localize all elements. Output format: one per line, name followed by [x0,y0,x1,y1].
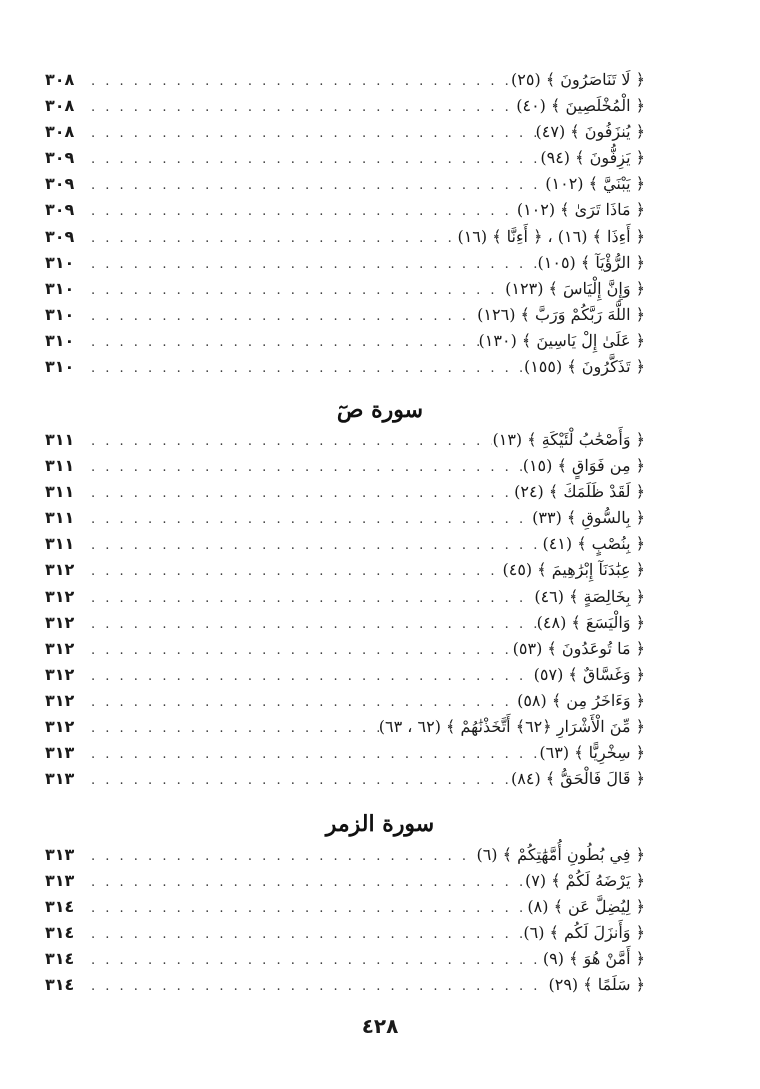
leader-dots [87,922,523,948]
index-entry: ﴿ أَءِذَا ﴾ (١٦) ، ﴿ أَءِنَّا ﴾ (١٦) [457,226,645,246]
index-entry: ﴿ لَقَدْ ظَلَمَكَ ﴾ (٢٤) [514,482,645,502]
index-entry: ﴿ وَإِنَّ إِلْيَاسَ ﴾ (١٢٣) [505,278,645,298]
leader-dots [87,330,479,356]
page-reference: ٣١١ [45,430,75,449]
page-reference: ٣٠٩ [45,226,75,246]
index-row [45,145,645,171]
leader-dots [87,69,511,95]
leader-dots [87,226,457,252]
leader-dots [87,95,516,121]
index-row [45,610,645,636]
leader-dots [87,356,524,382]
index-entry: ﴿ الرُّؤْيَآ ﴾ (١٠٥) [537,252,645,272]
index-entry: ﴿ لَا تَنَاصَرُونَ ﴾ (٢٥) [511,70,645,89]
page-number: ٤٢٨ [361,1014,399,1038]
surah-heading: سورة صٓ [336,397,424,423]
index-row [45,354,645,380]
index-row [45,328,645,354]
page-reference: ٣١٢ [45,664,75,684]
index-entry: ﴿ بِنُصْبٍ ﴾ (٤١) [542,534,645,554]
page-reference: ٣٠٨ [45,96,75,116]
index-row [45,868,645,894]
index-entry: ﴿ مِن فَوَاقٍ ﴾ (١٥) [522,456,645,476]
leader-dots [87,481,514,507]
index-entry: ﴿ وَالْيَسَعَ ﴾ (٤٨) [536,612,645,632]
page-reference: ٣٠٨ [45,70,75,89]
page-reference: ٣١٠ [45,304,75,324]
page-reference: ٣١٠ [45,252,75,272]
index-section-1 [45,67,645,380]
leader-dots [87,586,534,612]
page-reference: ٣٠٩ [45,148,75,168]
page-reference: ٣١٤ [45,975,75,995]
leader-dots [87,768,511,794]
page-reference: ٣١١ [45,456,75,476]
index-row [45,505,645,531]
index-row [45,688,645,714]
index-entry: ﴿ وَأَنزَلَ لَكُم ﴾ (٦) [523,923,645,943]
page-reference: ٣١٢ [45,717,75,737]
index-entry: ﴿ مِّنَ الْأَشْرَارِ ﴿٦٢﴾ أَتَّخَذْنَٰهُمْ ﴾ (٦٢ ، ٦٣) [378,717,645,737]
index-entry: ﴿ عَلَىٰ إِلْ يَاسِينَ ﴾ (١٣٠) [478,330,645,350]
index-row [45,740,645,766]
index-row [45,766,645,792]
index-row [45,276,645,302]
page-reference: ٣١٤ [45,949,75,969]
index-entry: ﴿ سَلَمًا ﴾ (٢٩) [548,975,645,995]
index-entry: ﴿ مَا تُوعَدُونَ ﴾ (٥٣) [512,638,645,658]
page-reference: ٣١٤ [45,923,75,943]
page-reference: ٣١٣ [45,743,75,763]
page-reference: ٣٠٨ [45,122,75,142]
index-row [45,662,645,688]
leader-dots [87,664,534,690]
leader-dots [87,147,540,173]
index-row [45,894,645,920]
index-entry: ﴿ عِبَٰدَنَآ إِبْرَٰهِيمَ ﴾ (٤٥) [502,560,645,580]
page-reference: ٣١٣ [45,845,75,864]
leader-dots [87,690,517,716]
page-reference: ٣١٢ [45,690,75,710]
index-entry: ﴿ أَمَّنْ هُوَ ﴾ (٩) [542,949,645,969]
page-reference: ٣١٢ [45,560,75,580]
leader-dots [87,559,502,585]
page-reference: ٣١٢ [45,586,75,606]
index-row [45,920,645,946]
index-entry: ﴿ يَرْضَهُ لَكُمْ ﴾ (٧) [525,871,645,891]
index-entry: ﴿ فِي بُطُونِ أُمَّهَٰتِكُمْ ﴾ (٦) [476,845,645,864]
index-entry: ﴿ يُنزَفُونَ ﴾ (٤٧) [535,122,645,142]
leader-dots [87,173,545,199]
index-entry: ﴿ مَاذَا تَرَىٰ ﴾ (١٠٢) [516,200,645,220]
index-row [45,302,645,328]
page-reference: ٣١٣ [45,769,75,789]
index-entry: ﴿ قَالَ فَالْحَقُّ ﴾ (٨٤) [511,769,645,789]
leader-dots [87,507,532,533]
page-reference: ٣١٠ [45,330,75,350]
index-entry: ﴿ الْمُخْلَصِينَ ﴾ (٤٠) [516,96,645,116]
page-reference: ٣٠٩ [45,200,75,220]
index-entry: ﴿ وَءَاخَرُ مِن ﴾ (٥٨) [517,690,645,710]
index-row [45,714,645,740]
surah-heading: سورة الزمر [325,811,435,837]
index-row [45,250,645,276]
page-reference: ٣١١ [45,482,75,502]
index-entry: ﴿ بِخَالِصَةٍ ﴾ (٤٦) [534,586,645,606]
index-entry: ﴿ وَأَصْحَٰبُ لْئَيْكَةِ ﴾ (١٣) [492,430,645,449]
index-row [45,171,645,197]
index-entry: ﴿ سِخْرِيًّا ﴾ (٦٣) [539,743,645,763]
leader-dots [87,429,492,455]
leader-dots [87,121,536,147]
leader-dots [87,974,548,1000]
leader-dots [87,278,505,304]
index-row [45,224,645,250]
leader-dots [87,199,517,225]
leader-dots [87,533,542,559]
leader-dots [87,870,525,896]
page-reference: ٣١١ [45,534,75,554]
index-row [45,119,645,145]
page-reference: ٣١٣ [45,871,75,891]
leader-dots [87,638,513,664]
index-row [45,197,645,223]
index-row [45,479,645,505]
index-entry: ﴿ بِالسُّوقِ ﴾ (٣٣) [532,508,645,528]
page-reference: ٣١١ [45,508,75,528]
index-entry: ﴿ لِيُضِلَّ عَن ﴾ (٨) [527,897,645,917]
leader-dots [87,948,543,974]
index-entry: ﴿ يَزِفُّونَ ﴾ (٩٤) [540,148,645,168]
index-row [45,427,645,453]
index-row [45,67,645,93]
leader-dots [87,252,538,278]
index-section-3 [45,842,645,999]
index-row [45,531,645,557]
index-row [45,946,645,972]
leader-dots [87,304,477,330]
page-reference: ٣١٠ [45,357,75,377]
index-row [45,584,645,610]
index-entry: ﴿ اللَّهَ رَبَّكُمْ وَرَبَّ ﴾ (١٢٦) [477,304,645,324]
page-reference: ٣١٤ [45,897,75,917]
index-row [45,557,645,583]
index-entry: ﴿ تَذَكَّرُونَ ﴾ (١٥٥) [523,357,645,377]
page-reference: ٣١٢ [45,638,75,658]
leader-dots [87,612,537,638]
leader-dots [87,742,539,768]
leader-dots [87,716,379,742]
index-row [45,453,645,479]
leader-dots [87,455,523,481]
leader-dots [87,844,476,870]
page-reference: ٣١٢ [45,612,75,632]
index-row [45,972,645,998]
page-reference: ٣١٠ [45,278,75,298]
index-row [45,842,645,868]
page-reference: ٣٠٩ [45,174,75,194]
index-row [45,93,645,119]
index-entry: ﴿ يَبْنَيَّ ﴾ (١٠٢) [545,174,645,194]
index-row [45,636,645,662]
index-section-2 [45,427,645,792]
index-entry: ﴿ وَغَسَّاقٌ ﴾ (٥٧) [533,664,645,684]
leader-dots [87,896,527,922]
